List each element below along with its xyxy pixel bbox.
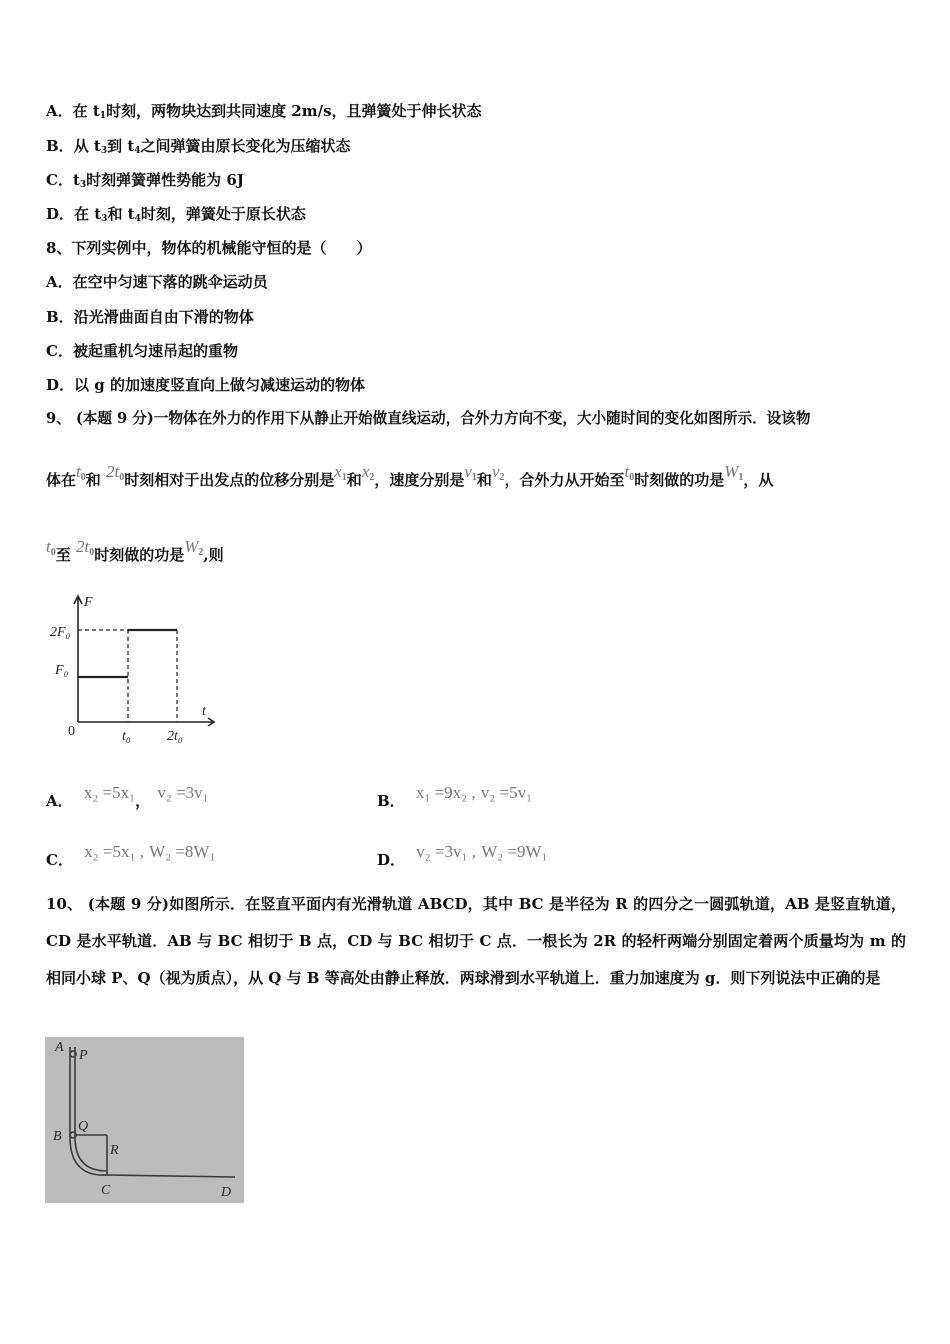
label-a: A bbox=[55, 1040, 64, 1055]
q9-stem-line3: $t_0$至 $2t_0$时刻做的功是$W_2$,则 bbox=[46, 537, 224, 564]
q8-option-b: B．沿光滑曲面自由下滑的物体 bbox=[46, 308, 254, 326]
track-diagram bbox=[45, 1037, 244, 1203]
math-x1: $x_1$ bbox=[334, 462, 347, 483]
q9-option-d: D． v₂ =3v₁ , W₂ =9W₁ bbox=[377, 842, 548, 869]
q7-option-d: D．在 $t_3$和 $t_4$时刻，弹簧处于原长状态 bbox=[46, 205, 306, 224]
track-figure bbox=[45, 1037, 244, 1203]
math-v1: $v_1$ bbox=[464, 462, 477, 483]
axis-label-t: t bbox=[202, 704, 206, 719]
math-v2: $v_2$ bbox=[491, 462, 505, 483]
math-t0: $t_0$ bbox=[76, 462, 86, 483]
q8-option-d: D．以 g 的加速度竖直向上做匀减速运动的物体 bbox=[46, 376, 365, 394]
label-b: B bbox=[53, 1129, 62, 1144]
tick-label-t0: t₀ bbox=[122, 729, 131, 744]
math-2t0b: $2t_0$ bbox=[75, 537, 95, 558]
q10-stem: 10、 (本题 9 分)如图所示．在竖直平面内有光滑轨道 ABCD，其中 BC 是半径为 R 的四分之一圆弧轨道，AB 是竖直轨道，CD 是水平轨道．AB 与 BC 相切于 B 点，CD 与 BC 相切于 C 点．一根长为 2R 的轻杆两端分别固定着两个质量均为 m 的相同小球 P、Q（视为质点），从 Q 与 B 等高处由静止释放．两球滑到水平轨道上．重力加速度为 g．则下列说法中正确的是 bbox=[46, 895, 906, 987]
q9-stem-line2: 体在$t_0$和 $2t_0$时刻相对于出发点的位移分别是$x_1$和$x_2$，速度分别是$v_1$和$v_2$，合外力从开始至$t_0$时刻做的功是$W_1$，从 bbox=[46, 462, 774, 489]
q9-option-c: C． x₂ =5x₁ , W₂ =8W₁ bbox=[46, 842, 216, 869]
q9-option-a: A． x₂ =5x₁， v₂ =3v₁ bbox=[46, 783, 209, 810]
tick-label-2t0: 2t₀ bbox=[167, 729, 183, 744]
label-d: D bbox=[221, 1185, 232, 1200]
label-p: P bbox=[79, 1048, 88, 1063]
force-time-graph bbox=[46, 588, 221, 748]
axis-label-f: F bbox=[84, 595, 93, 610]
math-t0c: $t_0$ bbox=[46, 537, 56, 558]
label-q: Q bbox=[78, 1119, 89, 1134]
q8-option-a: A．在空中匀速下落的跳伞运动员 bbox=[46, 273, 268, 291]
math-2t0: $2t_0$ bbox=[106, 462, 125, 483]
q7-option-b: B．从 $t_3$到 $t_4$之间弹簧由原长变化为压缩状态 bbox=[46, 137, 351, 156]
math-W1: $W_1$ bbox=[724, 462, 744, 483]
label-r: R bbox=[110, 1143, 119, 1158]
q9-option-b: B． x₁ =9x₂ , v₂ =5v₁ bbox=[377, 783, 533, 810]
label-c: C bbox=[101, 1183, 111, 1198]
math-W2: $W_2$ bbox=[184, 537, 204, 558]
tick-label-origin: 0 bbox=[68, 724, 75, 739]
q8-option-c: C．被起重机匀速吊起的重物 bbox=[46, 342, 238, 360]
q8-stem: 8、下列实例中，物体的机械能守恒的是（ ） bbox=[46, 239, 372, 257]
math-t0b: $t_0$ bbox=[624, 462, 635, 483]
q7-option-a: A．在 $t_1$时刻，两物块达到共同速度 2m/s，且弹簧处于伸长状态 bbox=[46, 102, 482, 121]
math-x2: $x_2$ bbox=[361, 462, 375, 483]
tick-label-2f0: 2F₀ bbox=[50, 625, 71, 640]
q7-option-c: C．$t_3$时刻弹簧弹性势能为 6J bbox=[46, 171, 244, 190]
q9-stem-line1: 9、 (本题 9 分)一物体在外力的作用下从静止开始做直线运动，合外力方向不变，大小随时间的变化如图所示．设该物 bbox=[46, 410, 811, 427]
tick-label-f0: F₀ bbox=[55, 663, 69, 678]
